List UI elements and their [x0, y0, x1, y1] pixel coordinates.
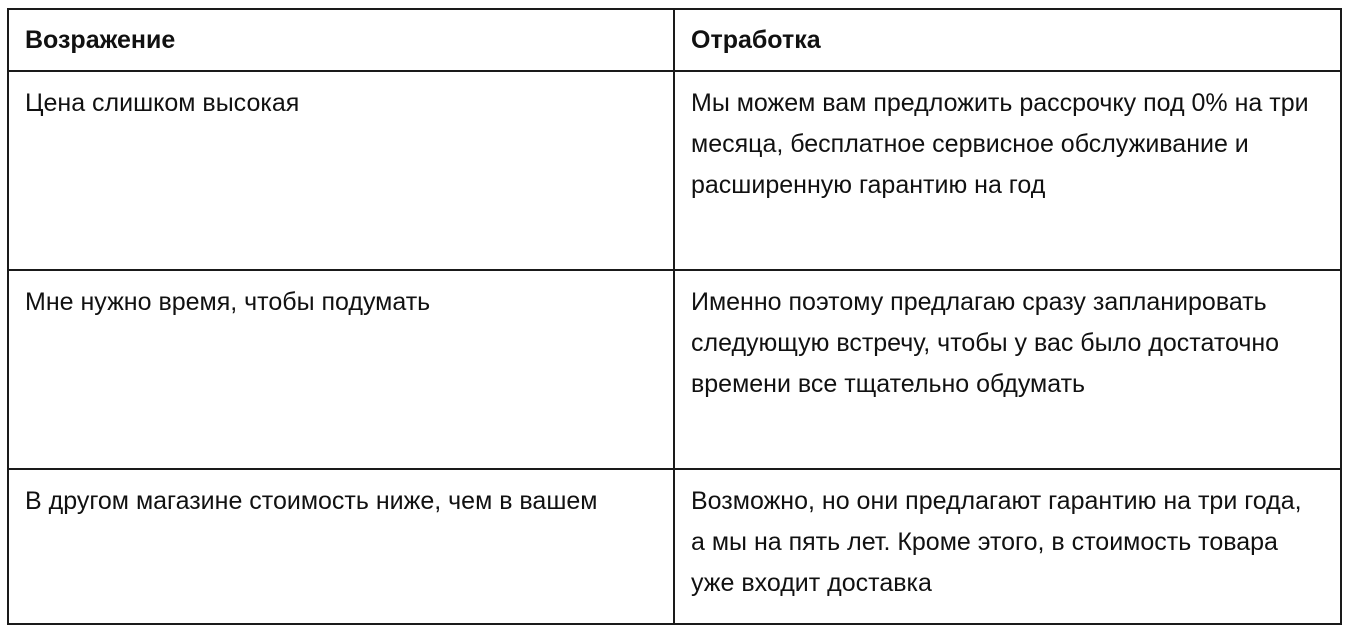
cell-response: Именно поэтому предлагаю сразу запланировать следующую встречу, чтобы у вас было достаточно времени все тщательно обдумать [674, 270, 1341, 469]
table-header-row [8, 9, 1341, 71]
objections-table-container [7, 8, 1340, 625]
header-response: Отработка [674, 9, 1341, 71]
cell-objection: Цена слишком высокая [8, 71, 674, 270]
cell-objection: Мне нужно время, чтобы подумать [8, 270, 674, 469]
table-row [8, 270, 1341, 469]
objections-table [7, 8, 1342, 625]
cell-response: Мы можем вам предложить рассрочку под 0% на три месяца, бесплатное сервисное обслуживание и расширенную гарантию на год [674, 71, 1341, 270]
table-row [8, 71, 1341, 270]
header-objection: Возражение [8, 9, 674, 71]
cell-response: Возможно, но они предлагают гарантию на три года, а мы на пять лет. Кроме этого, в стоимость товара уже входит доставка [674, 469, 1341, 624]
cell-objection: В другом магазине стоимость ниже, чем в вашем [8, 469, 674, 624]
table-row [8, 469, 1341, 624]
